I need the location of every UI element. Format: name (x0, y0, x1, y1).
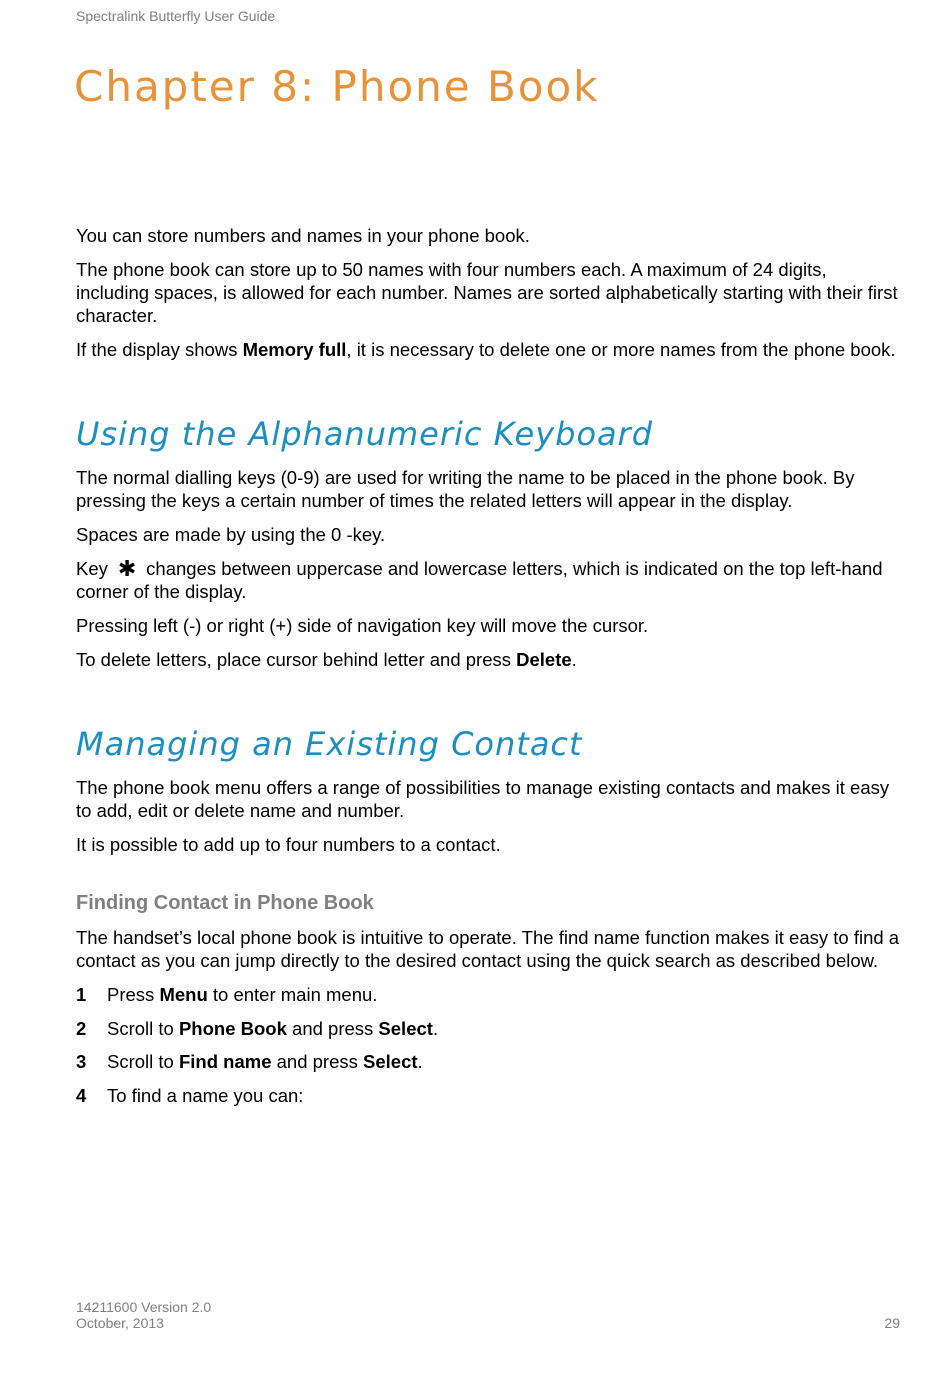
step-number: 2 (76, 1017, 87, 1039)
manage-paragraph-2: It is possible to add up to four numbers to a contact. (76, 834, 501, 855)
keyboard-paragraph-2: Spaces are made by using the 0 -key. (76, 524, 386, 545)
running-header: Spectralink Butterfly User Guide (76, 8, 276, 24)
keyboard-paragraph-4: Pressing left (-) or right (+) side of navigation key will move the cursor. (76, 615, 649, 636)
step-number: 3 (76, 1051, 87, 1072)
step-text: Scroll to Phone Book and press Select. (107, 1017, 439, 1039)
finding-paragraph: The handset’s local phone book is intuitive to operate. The find name function makes it easy to find a contact as you can jump directly to the desired contact using the quick search as described below. (76, 927, 900, 971)
steps-list (76, 983, 902, 1107)
list-item (76, 1084, 902, 1107)
chapter-title: Chapter 8: Phone Book (74, 62, 600, 111)
page-number: 29 (884, 1315, 900, 1331)
intro-paragraph-3: If the display shows Memory full, it is necessary to delete one or more names from the phone book. (76, 339, 896, 360)
step-text: Press Menu to enter main menu. (107, 984, 378, 1005)
intro-paragraph-2: The phone book can store up to 50 names with four numbers each. A maximum of 24 digits, including spaces, is allowed for each number. Names are sorted alphabetically starting with their first character. (76, 259, 898, 326)
list-item (76, 983, 902, 1006)
step-text: To find a name you can: (107, 1084, 304, 1106)
step-number: 4 (76, 1084, 87, 1106)
page-content (76, 224, 902, 1117)
manage-paragraph-1: The phone book menu offers a range of possibilities to manage existing contacts and makes it easy to add, edit or delete name and number. (76, 777, 890, 821)
footer-left (76, 1299, 211, 1331)
delete-label: Delete (516, 649, 572, 670)
star-key-icon: ✱ (117, 557, 137, 582)
keyboard-paragraph-3: Key ✱ changes between uppercase and lowercase letters, which is indicated on the top left-hand corner of the display. (76, 557, 883, 602)
intro-paragraph-1: You can store numbers and names in your phone book. (76, 225, 530, 246)
section-heading-manage: Managing an Existing Contact (76, 725, 583, 763)
subheading-finding-contact: Finding Contact in Phone Book (76, 892, 374, 914)
list-item (76, 1050, 902, 1073)
section-heading-keyboard: Using the Alphanumeric Keyboard (76, 415, 654, 453)
memory-full-label: Memory full (242, 339, 347, 360)
step-text: Scroll to Find name and press Select. (107, 1051, 423, 1072)
list-item (76, 1017, 902, 1040)
step-number: 1 (76, 984, 87, 1005)
doc-date: October, 2013 (76, 1315, 164, 1331)
keyboard-paragraph-1: The normal dialling keys (0-9) are used for writing the name to be placed in the phone book. By pressing the keys a certain number of times the related letters will appear in the display. (76, 467, 855, 511)
doc-version: 14211600 Version 2.0 (76, 1299, 212, 1315)
keyboard-paragraph-5: To delete letters, place cursor behind letter and press Delete. (76, 649, 577, 670)
